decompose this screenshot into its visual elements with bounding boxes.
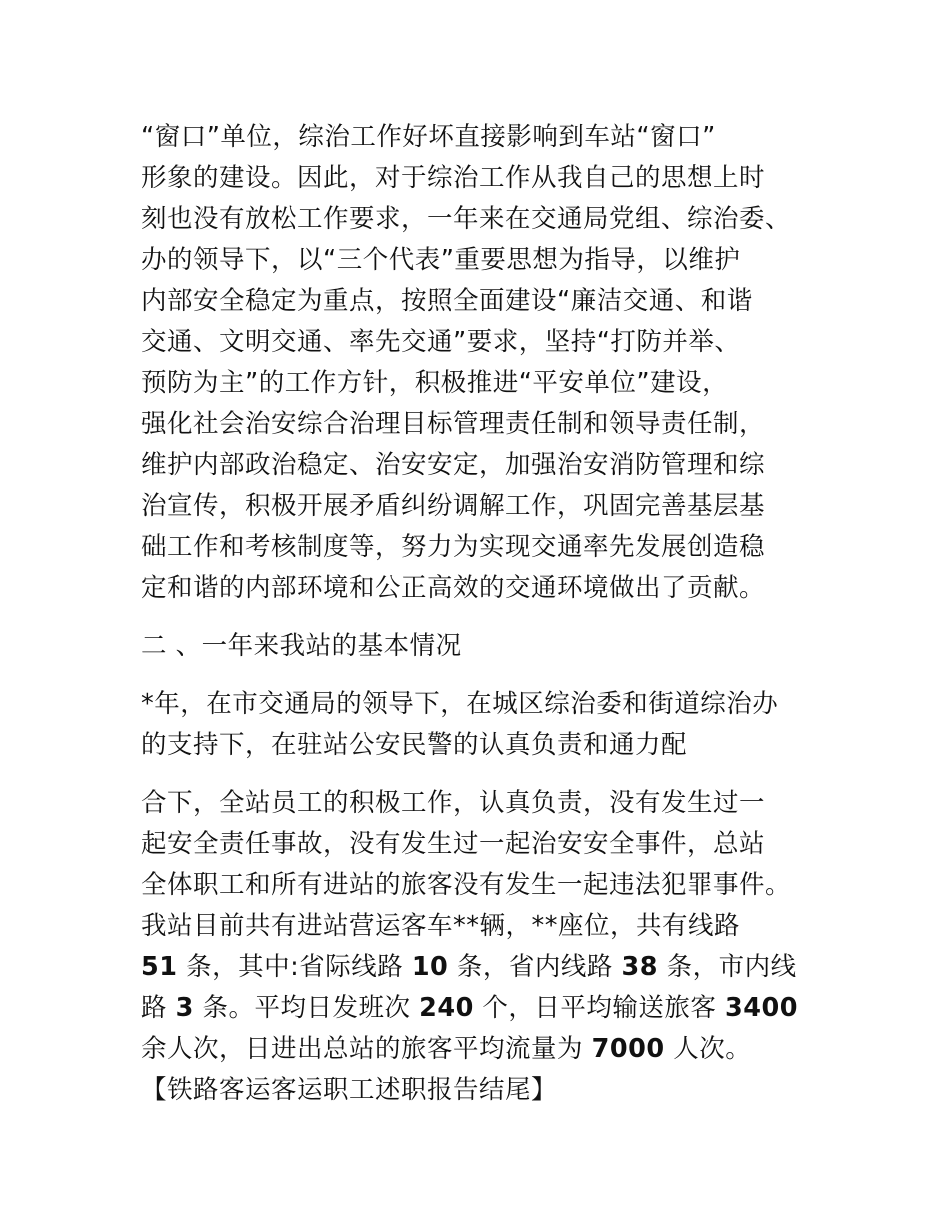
stats-line-4-text-a: 余人次，日进出总站的旅客平均流量为 [141,1034,592,1064]
paragraph-1-line-12: 定和谐的内部环境和公正高效的交通环境做出了贡献。 [141,573,766,603]
routes-city-value: 3 [175,993,194,1023]
routes-total-value: 51 [141,952,178,982]
paragraph-1-line-11: 础工作和考核制度等，努力为实现交通率先发展创造稳 [141,532,766,562]
routes-interprovincial-value: 10 [411,952,449,982]
stats-line-1: 我站目前共有进站营运客车**辆，**座位，共有线路 [141,911,741,941]
paragraph-2-line-2: 的支持下，在驻站公安民警的认真负责和通力配 [141,730,688,760]
paragraph-1-line-7: 预防为主”的工作方针，积极推进“平安单位”建设， [141,368,729,398]
paragraph-1-line-1: “窗口”单位，综治工作好坏直接影响到车站“窗口” [141,122,716,152]
paragraph-1-line-9: 维护内部政治稳定、治安安定，加强治安消防管理和综 [141,450,766,480]
paragraph-3-line-1: 合下，全站员工的积极工作，认真负责，没有发生过一 [141,788,766,818]
stats-line-2-text-c: 条，市内线 [658,952,797,982]
stats-line-2-text-a: 条，其中:省际线路 [177,952,412,982]
stats-line-2-text-b: 条，省内线路 [448,952,622,982]
paragraph-3-line-3: 全体职工和所有进站的旅客没有发生一起违法犯罪事件。 [141,870,792,900]
stats-line-3 [141,988,798,1028]
stats-line-2 [141,947,797,987]
routes-provincial-value: 38 [621,952,659,982]
daily-flow-value: 7000 [591,1034,665,1064]
stats-line-3-text-c: 个，日平均输送旅客 [473,993,726,1023]
daily-passengers-value: 3400 [725,993,799,1023]
paragraph-1-line-6: 交通、文明交通、率先交通”要求，坚持“打防并举、 [141,327,741,357]
stats-line-3-text-b: 条。平均日发班次 [193,993,420,1023]
stats-line-3-text-a: 路 [141,993,176,1023]
paragraph-1-line-8: 强化社会治安综合治理目标管理责任制和领导责任制， [141,409,766,439]
paragraph-3-line-2: 起安全责任事故，没有发生过一起治安安全事件，总站 [141,829,766,859]
paragraph-1-line-4: 办的领导下，以“三个代表”重要思想为指导，以维护 [141,245,741,275]
ending-note: 【铁路客运客运职工述职报告结尾】 [141,1075,558,1105]
paragraph-1-line-10: 治宣传，积极开展矛盾纠纷调解工作，巩固完善基层基 [141,491,766,521]
paragraph-1-line-3: 刻也没有放松工作要求，一年来在交通局党组、综治委、 [141,204,792,234]
stats-line-4-text-b: 人次。 [664,1034,752,1064]
paragraph-2-line-1: *年，在市交通局的领导下，在城区综治委和街道综治办 [141,689,779,719]
daily-departures-value: 240 [419,993,474,1023]
stats-line-4 [141,1029,751,1069]
paragraph-1-line-2: 形象的建设。因此，对于综治工作从我自己的思想上时 [141,163,766,193]
paragraph-1-line-5: 内部安全稳定为重点，按照全面建设“廉洁交通、和谐 [141,286,753,316]
section-heading: 二 、一年来我站的基本情况 [141,631,462,661]
